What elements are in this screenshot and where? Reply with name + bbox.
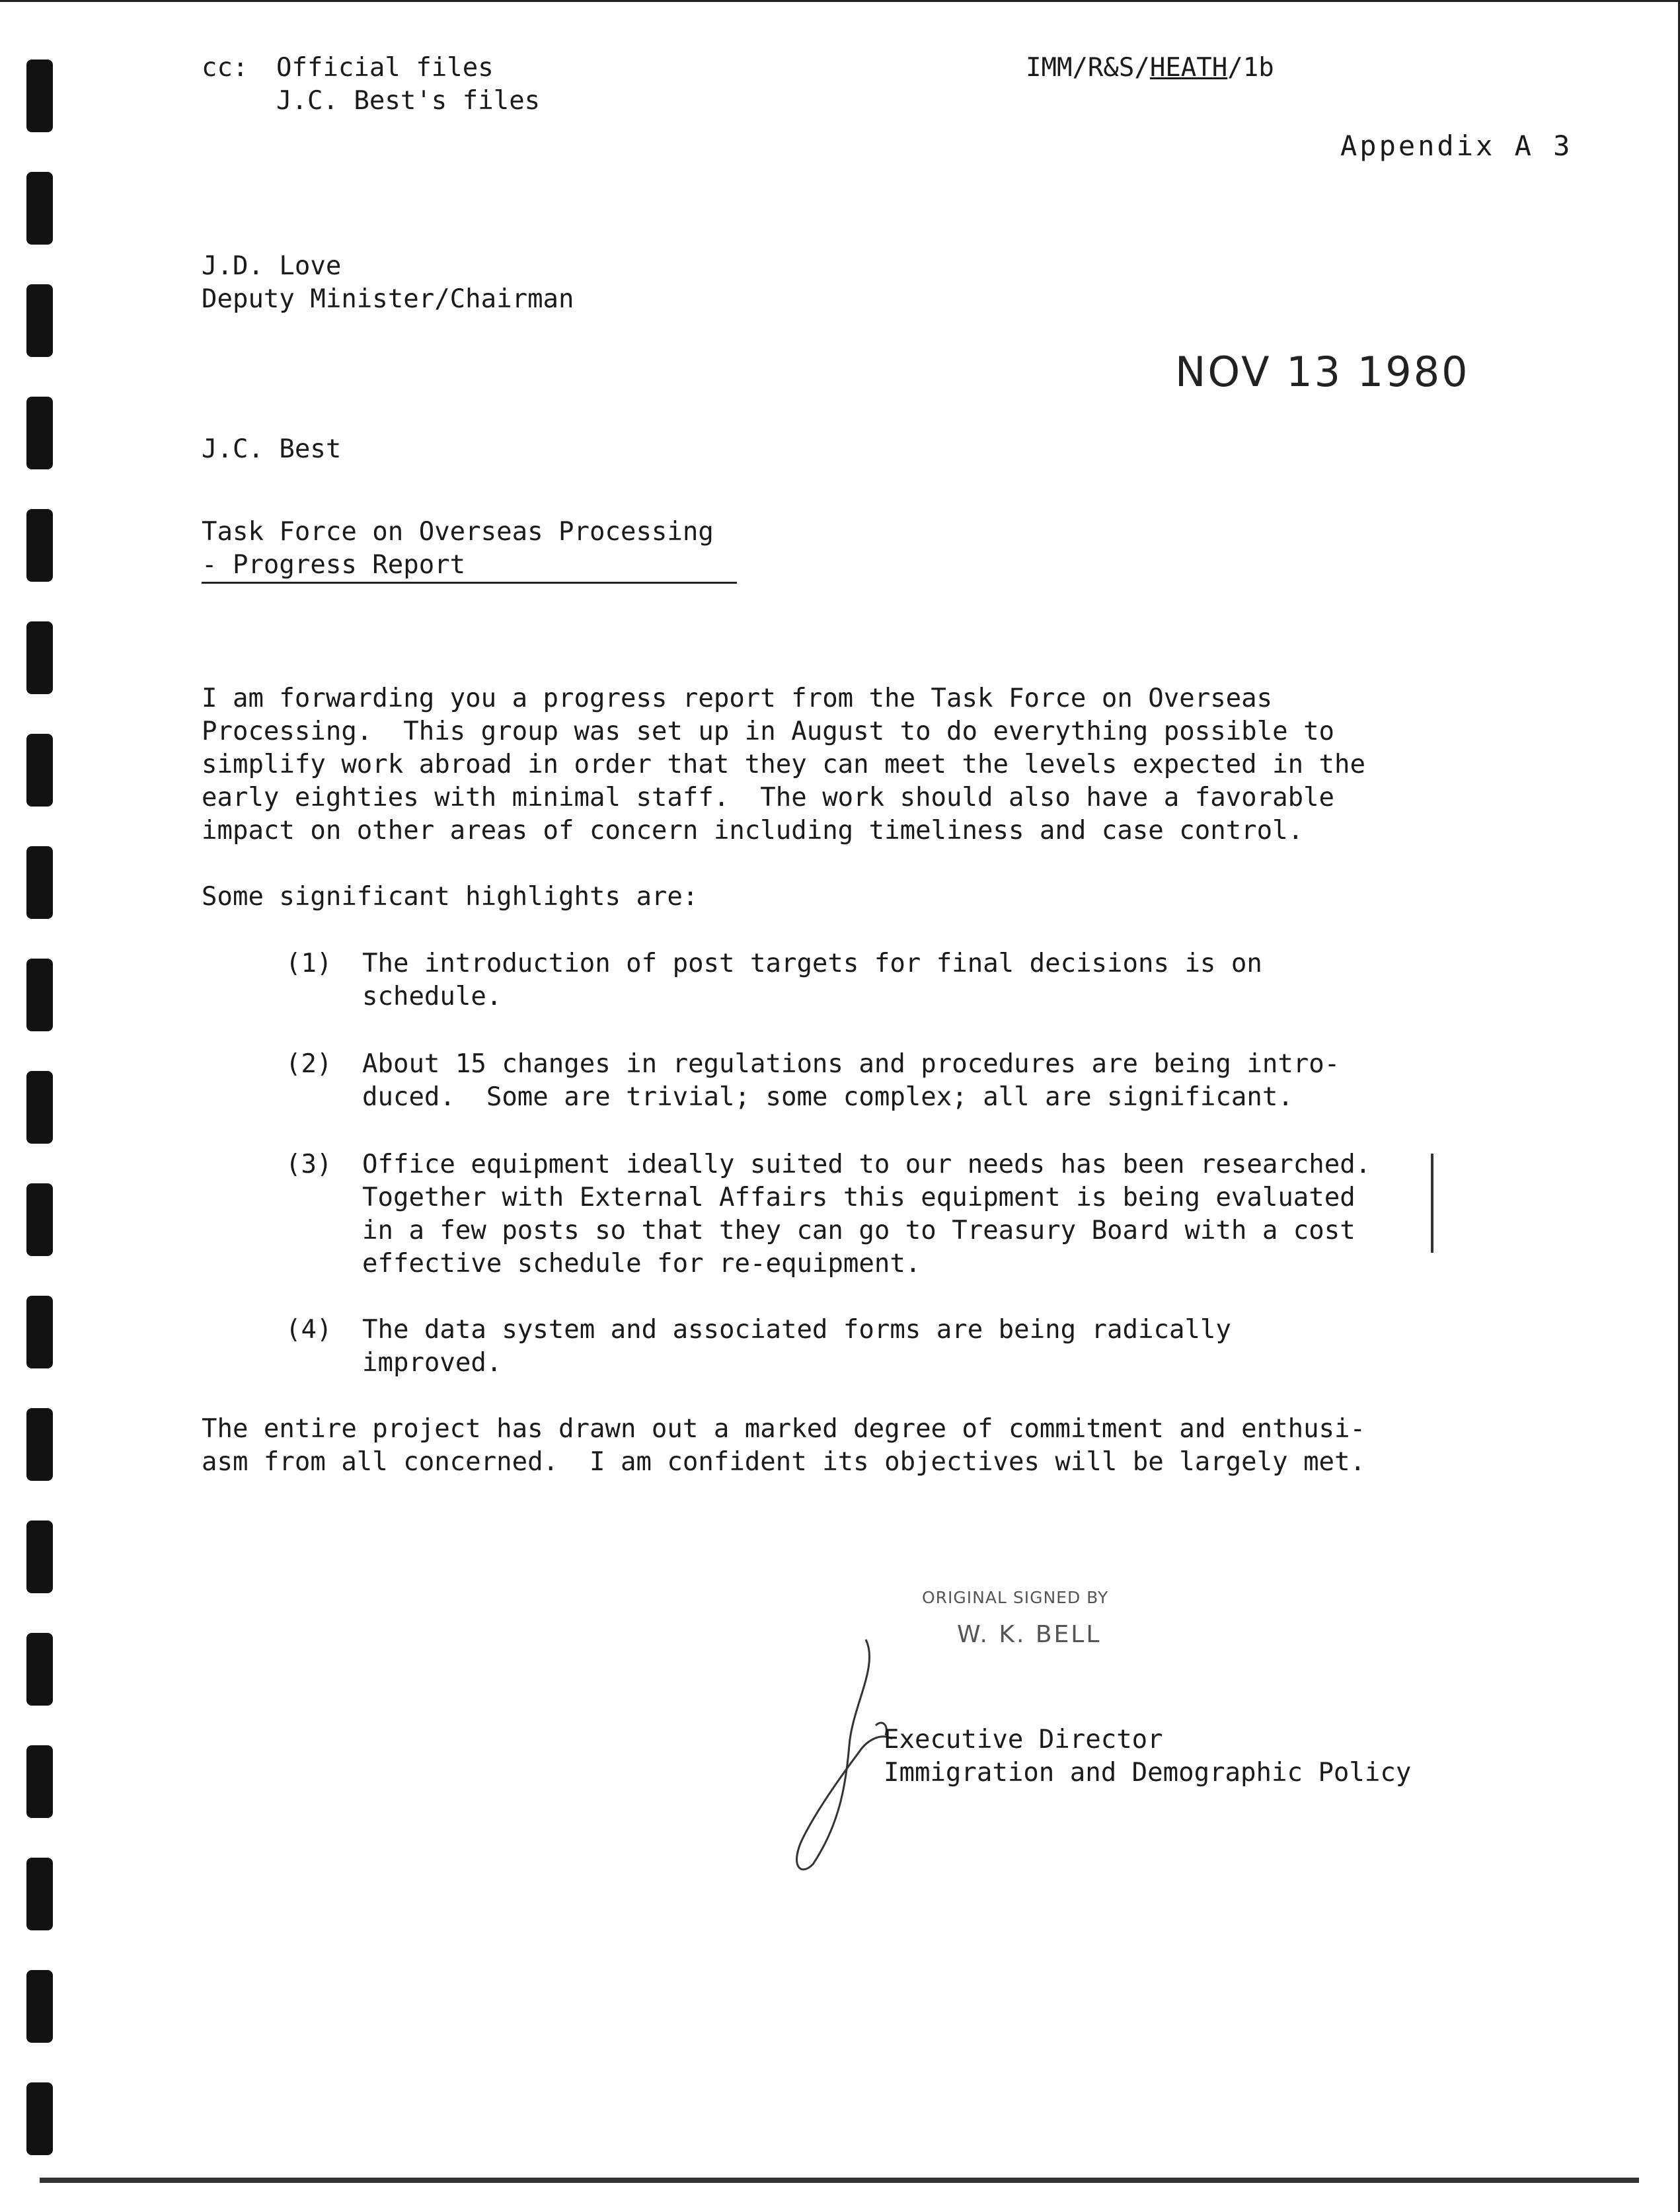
binder-hole	[26, 509, 53, 582]
sender-name: J.C. Best	[202, 434, 342, 464]
highlight-line: duced. Some are trivial; some complex; all are significant.	[362, 1082, 1293, 1112]
binder-hole	[26, 172, 53, 245]
binder-hole	[26, 1970, 53, 2043]
binder-hole	[26, 1296, 53, 1368]
paragraph-line: I am forwarding you a progress report from the Task Force on Overseas	[202, 684, 1273, 713]
cc-label: cc:	[202, 53, 248, 83]
highlight-line: improved.	[362, 1348, 502, 1378]
highlight-number: (4)	[286, 1315, 332, 1345]
signer-stamp-name: W. K. BELL	[957, 1621, 1102, 1648]
file-reference	[1026, 52, 1274, 85]
highlight-line: The introduction of post targets for final decisions is on	[362, 949, 1262, 978]
closing-line: The entire project has drawn out a marked degree of commitment and enthusi-	[202, 1414, 1365, 1444]
addressee-name: J.D. Love	[202, 251, 342, 281]
binder-hole	[26, 1858, 53, 1930]
binder-hole	[26, 959, 53, 1031]
binder-hole	[26, 734, 53, 807]
binder-hole	[26, 621, 53, 694]
cc-line-official-files: Official files	[276, 53, 494, 83]
file-ref-underlined: HEATH	[1149, 53, 1228, 83]
cc-line-best-files: J.C. Best's files	[276, 86, 541, 116]
binder-hole	[26, 397, 53, 469]
file-ref-suffix: /1b	[1227, 53, 1274, 83]
subject-line-1: Task Force on Overseas Processing	[202, 517, 714, 547]
binder-hole	[26, 846, 53, 919]
highlight-line: Office equipment ideally suited to our needs has been researched.	[362, 1150, 1371, 1179]
binder-hole	[26, 1745, 53, 1818]
highlight-line: About 15 changes in regulations and procedures are being intro-	[362, 1049, 1340, 1079]
highlight-line: schedule.	[362, 982, 502, 1011]
highlight-line: effective schedule for re-equipment.	[362, 1249, 921, 1279]
paragraph-line: impact on other areas of concern including timeliness and case control.	[202, 816, 1304, 846]
signer-title: Executive Director	[884, 1725, 1163, 1755]
paragraph-line: simplify work abroad in order that they can meet the levels expected in the	[202, 750, 1365, 779]
binder-hole	[26, 2082, 53, 2155]
paragraph-line: early eighties with minimal staff. The work should also have a favorable	[202, 783, 1335, 812]
addressee-title: Deputy Minister/Chairman	[202, 284, 574, 314]
highlight-line: The data system and associated forms are being radically	[362, 1315, 1231, 1345]
highlight-number: (1)	[286, 949, 332, 978]
binder-hole	[26, 1521, 53, 1593]
highlight-line: in a few posts so that they can go to Treasury Board with a cost	[362, 1216, 1355, 1245]
highlight-number: (3)	[286, 1150, 332, 1179]
binder-hole	[26, 284, 53, 357]
binder-hole	[26, 59, 53, 132]
binder-hole	[26, 1071, 53, 1144]
date-stamp: NOV 13 1980	[1175, 348, 1470, 396]
signer-department: Immigration and Demographic Policy	[884, 1758, 1412, 1788]
margin-mark	[1431, 1154, 1433, 1253]
handwritten-signature	[786, 1626, 899, 1877]
appendix-label: Appendix A 3	[1340, 130, 1573, 162]
binder-hole	[26, 1183, 53, 1256]
subject-underline	[202, 582, 737, 584]
page-border-bottom	[40, 2178, 1639, 2183]
highlights-intro: Some significant highlights are:	[202, 882, 699, 912]
paragraph-line: Processing. This group was set up in August to do everything possible to	[202, 717, 1335, 746]
subject-line-2: - Progress Report	[202, 550, 466, 580]
highlight-line: Together with External Affairs this equipment is being evaluated	[362, 1183, 1355, 1212]
page-border-top	[0, 0, 1680, 2]
closing-line: asm from all concerned. I am confident its objectives will be largely met.	[202, 1447, 1365, 1477]
binder-hole	[26, 1633, 53, 1706]
file-ref-prefix: IMM/R&S/	[1026, 53, 1150, 83]
original-signed-stamp: ORIGINAL SIGNED BY	[922, 1588, 1109, 1607]
highlight-number: (2)	[286, 1049, 332, 1079]
binder-hole	[26, 1408, 53, 1481]
